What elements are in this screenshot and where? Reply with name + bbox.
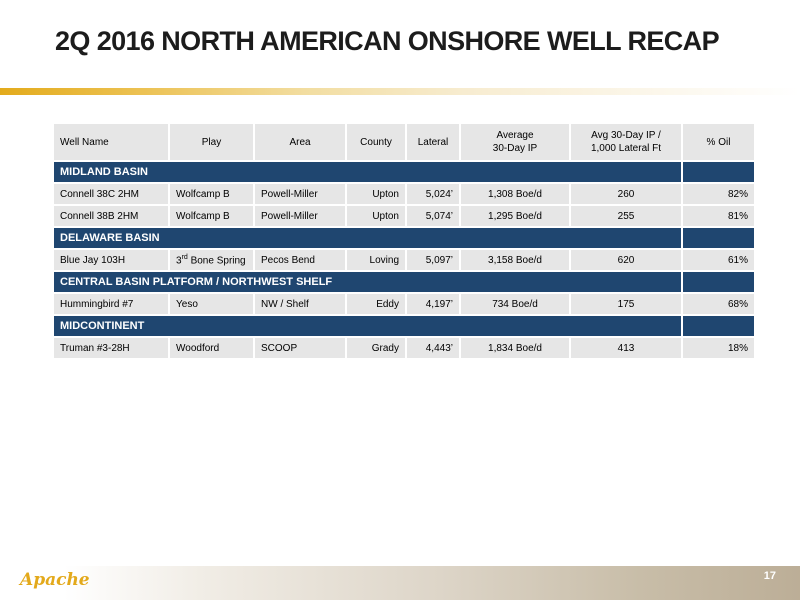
cell-play: 3rd Bone Spring: [170, 250, 253, 270]
section-label: DELAWARE BASIN: [54, 228, 681, 248]
page-title: 2Q 2016 NORTH AMERICAN ONSHORE WELL RECAP: [55, 26, 719, 56]
cell-lateral: 4,197’: [407, 294, 459, 314]
cell-area: NW / Shelf: [255, 294, 345, 314]
well-recap-table: [52, 122, 746, 360]
footer-band: [0, 566, 800, 600]
cell-area: Powell-Miller: [255, 184, 345, 204]
section-label: MIDLAND BASIN: [54, 162, 681, 182]
cell-area: Powell-Miller: [255, 206, 345, 226]
cell-county: Upton: [347, 184, 405, 204]
cell-ip-per-k: 620: [571, 250, 681, 270]
cell-well: Hummingbird #7: [54, 294, 168, 314]
cell-county: Loving: [347, 250, 405, 270]
section-label: CENTRAL BASIN PLATFORM / NORTHWEST SHELF: [54, 272, 681, 292]
cell-area: SCOOP: [255, 338, 345, 358]
cell-ip-per-k: 260: [571, 184, 681, 204]
col-header-county: County: [347, 124, 405, 160]
cell-lateral: 5,024’: [407, 184, 459, 204]
col-header-ip-per-lateral: Avg 30-Day IP / 1,000 Lateral Ft: [571, 124, 681, 160]
col-header-well-name: Well Name: [54, 124, 168, 160]
cell-ip-per-k: 255: [571, 206, 681, 226]
section-label: MIDCONTINENT: [54, 316, 681, 336]
cell-ip: 734 Boe/d: [461, 294, 569, 314]
cell-ip: 3,158 Boe/d: [461, 250, 569, 270]
table-row: [54, 206, 754, 226]
cell-lateral: 4,443’: [407, 338, 459, 358]
col-header-avg-ip: Average 30-Day IP: [461, 124, 569, 160]
cell-play: Woodford: [170, 338, 253, 358]
cell-lateral: 5,097’: [407, 250, 459, 270]
cell-lateral: 5,074’: [407, 206, 459, 226]
cell-well: Truman #3-28H: [54, 338, 168, 358]
cell-county: Eddy: [347, 294, 405, 314]
cell-well: Connell 38C 2HM: [54, 184, 168, 204]
section-row: [54, 316, 754, 336]
col-header-area: Area: [255, 124, 345, 160]
cell-county: Grady: [347, 338, 405, 358]
table-row: [54, 338, 754, 358]
col-header-lateral: Lateral: [407, 124, 459, 160]
cell-well: Blue Jay 103H: [54, 250, 168, 270]
cell-oil: 18%: [683, 338, 754, 358]
section-row: [54, 228, 754, 248]
cell-play: Yeso: [170, 294, 253, 314]
table-row: [54, 250, 754, 270]
table-row: [54, 184, 754, 204]
cell-ip: 1,308 Boe/d: [461, 184, 569, 204]
cell-play: Wolfcamp B: [170, 184, 253, 204]
cell-oil: 81%: [683, 206, 754, 226]
cell-play: Wolfcamp B: [170, 206, 253, 226]
cell-oil: 68%: [683, 294, 754, 314]
cell-well: Connell 38B 2HM: [54, 206, 168, 226]
cell-ip-per-k: 175: [571, 294, 681, 314]
cell-county: Upton: [347, 206, 405, 226]
page-number: 17: [763, 570, 776, 582]
apache-logo: Apache: [20, 570, 90, 590]
section-row: [54, 272, 754, 292]
cell-ip: 1,834 Boe/d: [461, 338, 569, 358]
cell-area: Pecos Bend: [255, 250, 345, 270]
cell-oil: 82%: [683, 184, 754, 204]
col-header-play: Play: [170, 124, 253, 160]
cell-oil: 61%: [683, 250, 754, 270]
col-header-oil: % Oil: [683, 124, 754, 160]
title-divider: [0, 88, 800, 95]
cell-ip: 1,295 Boe/d: [461, 206, 569, 226]
section-row: [54, 162, 754, 182]
cell-ip-per-k: 413: [571, 338, 681, 358]
table-row: [54, 294, 754, 314]
